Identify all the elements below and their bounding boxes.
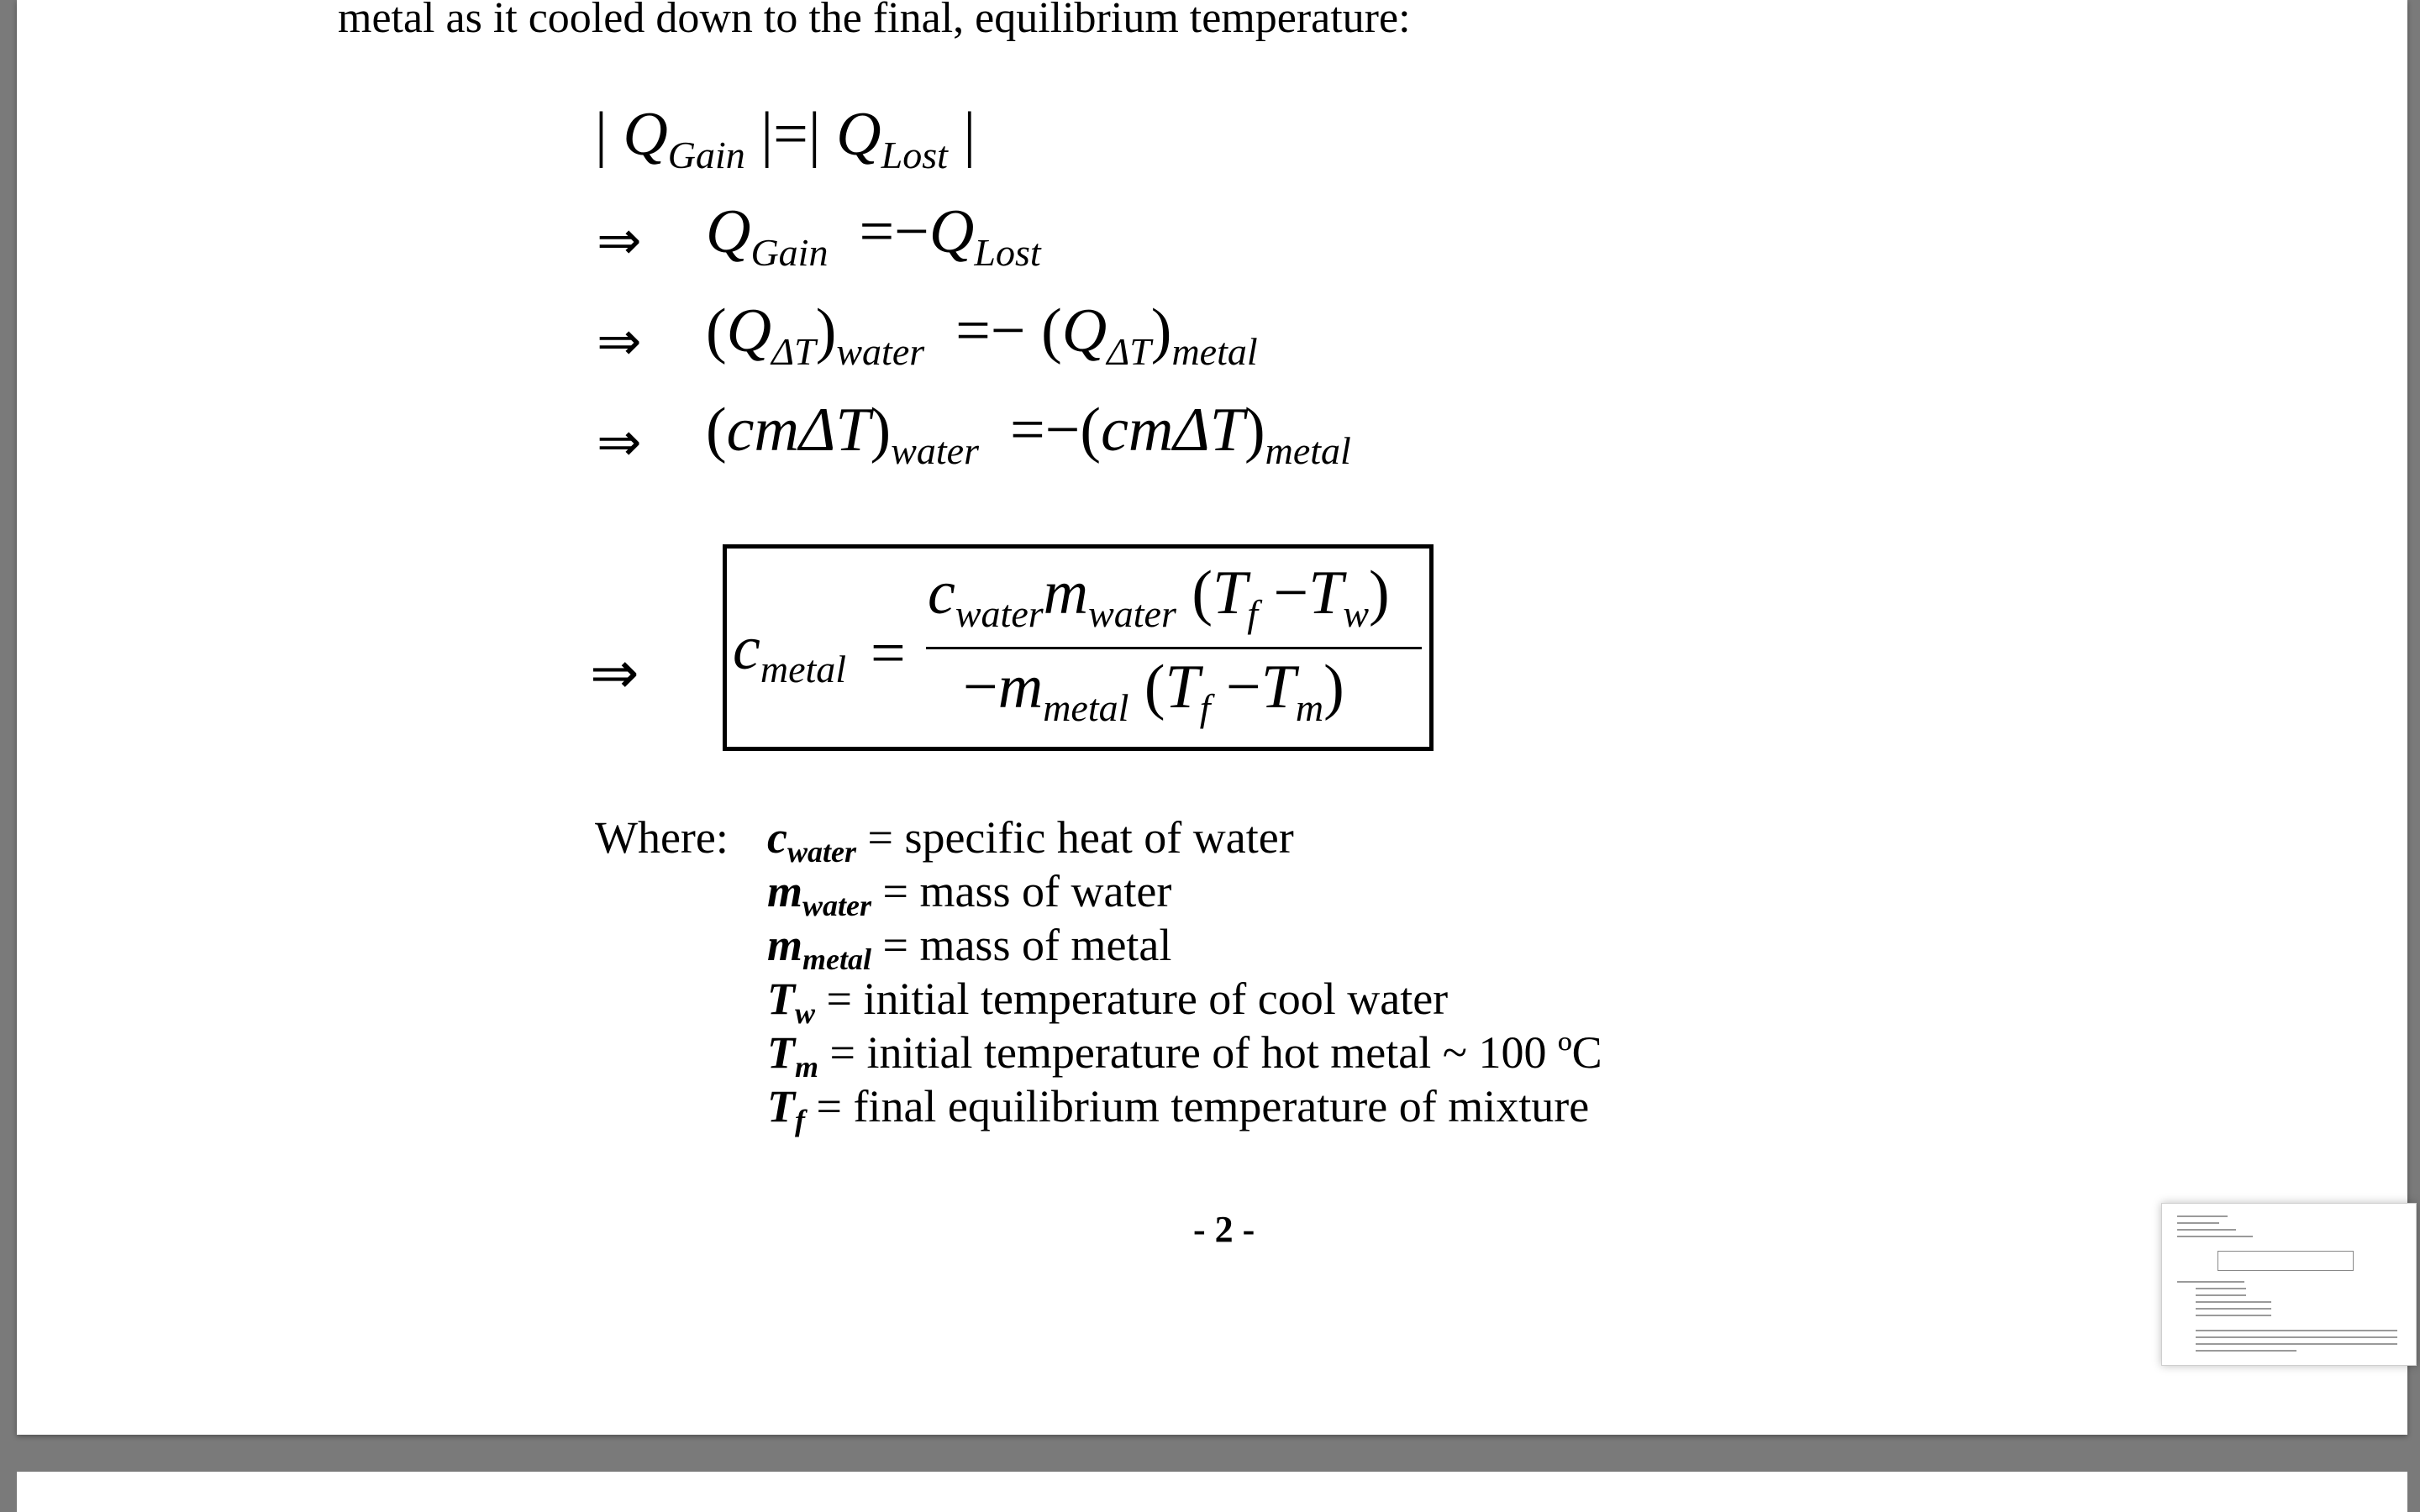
f-subscript: f (1247, 592, 1258, 636)
definition-t-f (767, 1080, 1590, 1137)
thumb-line (2177, 1215, 2228, 1217)
intro-text: metal as it cooled down to the final, equilibrium temperature: (338, 0, 1411, 42)
thumb-line (2196, 1315, 2271, 1316)
m-subscript: m (1295, 686, 1324, 730)
def-subscript: metal (802, 942, 871, 976)
equation-line-3: $(Q_{\Delta T})_{water} =- (Q_{\Delta T})_{metal}$ (706, 297, 1258, 374)
thumb-line (2196, 1330, 2397, 1331)
fraction-denominator: $-m_{metal}$ $(T_f -T_m)$ (963, 653, 1344, 730)
definition-m-water (767, 865, 1172, 922)
c-symbol: c (928, 559, 955, 627)
pdf-page (17, 0, 2407, 1435)
definition-c-water (767, 811, 1294, 869)
def-subscript: water (786, 834, 856, 869)
water-subscript: water (891, 429, 979, 473)
def-text: = initial temperature of cool water (815, 974, 1449, 1024)
thumb-line (2177, 1281, 2244, 1283)
metal-subscript: metal (760, 648, 847, 691)
water-subscript: water (836, 330, 925, 374)
cm-delta-t: cmΔT (726, 396, 871, 465)
def-text: = mass of metal (871, 920, 1172, 970)
t-symbol: T (1260, 653, 1296, 722)
t-symbol: T (1213, 559, 1248, 627)
where-label: Where: (595, 812, 729, 863)
implies-arrow: ⇒ (597, 311, 642, 373)
w-subscript: w (1343, 592, 1370, 636)
equation-line-1: | $Q_{Gain}$ |=| $Q_{Lost}$ | (595, 100, 976, 177)
def-symbol: T (767, 1027, 795, 1078)
def-symbol: T (767, 974, 795, 1024)
q-symbol: Q (706, 197, 751, 266)
thumb-line (2196, 1308, 2271, 1310)
f-subscript: f (1199, 686, 1211, 730)
thumb-line (2196, 1294, 2246, 1296)
q-symbol: Q (726, 297, 772, 365)
def-text: = initial temperature of hot metal ~ 100 ºC (818, 1027, 1602, 1078)
definition-t-w (767, 973, 1449, 1030)
def-text: = mass of water (871, 866, 1172, 916)
q-symbol: Q (1061, 297, 1107, 365)
delta-t-subscript: ΔT (771, 330, 816, 374)
equation-line-2: $Q_{Gain} =-Q_{Lost}$ (706, 197, 1041, 275)
thumb-line (2196, 1343, 2397, 1345)
c-metal-term (733, 613, 847, 691)
implies-arrow: ⇒ (590, 638, 639, 707)
thumb-line (2196, 1288, 2246, 1289)
metal-subscript: metal (1265, 429, 1351, 473)
def-subscript: f (795, 1103, 805, 1137)
definition-t-m (767, 1026, 1602, 1084)
lost-subscript: Lost (881, 134, 948, 177)
page-thumbnail[interactable] (2161, 1203, 2417, 1366)
def-text: = specific heat of water (855, 812, 1294, 863)
next-pdf-page (17, 1472, 2407, 1512)
gain-subscript: Gain (667, 134, 745, 177)
equals-sign: = (871, 619, 906, 688)
definition-m-metal (767, 919, 1172, 976)
gain-subscript: Gain (750, 231, 829, 275)
fraction-bar (926, 647, 1422, 649)
water-subscript: water (1088, 592, 1176, 636)
t-symbol: T (1165, 653, 1200, 722)
def-subscript: w (795, 995, 816, 1030)
delta-t-subscript: ΔT (1107, 330, 1151, 374)
lost-subscript: Lost (974, 231, 1041, 275)
def-subscript: water (802, 888, 872, 922)
water-subscript: water (955, 592, 1044, 636)
m-symbol: m (997, 653, 1044, 722)
thumb-line (2196, 1336, 2397, 1338)
implies-arrow: ⇒ (597, 210, 642, 272)
metal-subscript: metal (1043, 686, 1129, 730)
page-number: - 2 - (1193, 1209, 1255, 1250)
equation-line-4: $(cm\Delta T)_{water} =-(cm\Delta T)_{metal}$ (706, 396, 1351, 473)
def-subscript: m (795, 1049, 819, 1084)
def-symbol: c (767, 812, 787, 863)
def-text: = final equilibrium temperature of mixture (805, 1081, 1590, 1131)
def-symbol: m (767, 866, 803, 916)
metal-subscript: metal (1171, 330, 1258, 374)
thumb-line (2177, 1229, 2236, 1231)
c-symbol: c (733, 614, 760, 683)
implies-arrow: ⇒ (597, 412, 642, 474)
q-symbol: Q (623, 100, 668, 169)
fraction-numerator: $c_{water}m_{water}$ $(T_f -T_w)$ (928, 559, 1390, 636)
q-symbol: Q (929, 197, 975, 266)
cm-delta-t: cmΔT (1101, 396, 1244, 465)
thumb-line (2196, 1301, 2271, 1303)
m-symbol: m (1043, 559, 1089, 627)
thumb-box (2217, 1251, 2354, 1271)
thumb-line (2177, 1222, 2219, 1224)
t-symbol: T (1308, 559, 1344, 627)
def-symbol: T (767, 1081, 795, 1131)
thumb-line (2196, 1350, 2296, 1352)
def-symbol: m (767, 920, 803, 970)
q-symbol: Q (836, 100, 881, 169)
thumb-line (2177, 1236, 2253, 1237)
